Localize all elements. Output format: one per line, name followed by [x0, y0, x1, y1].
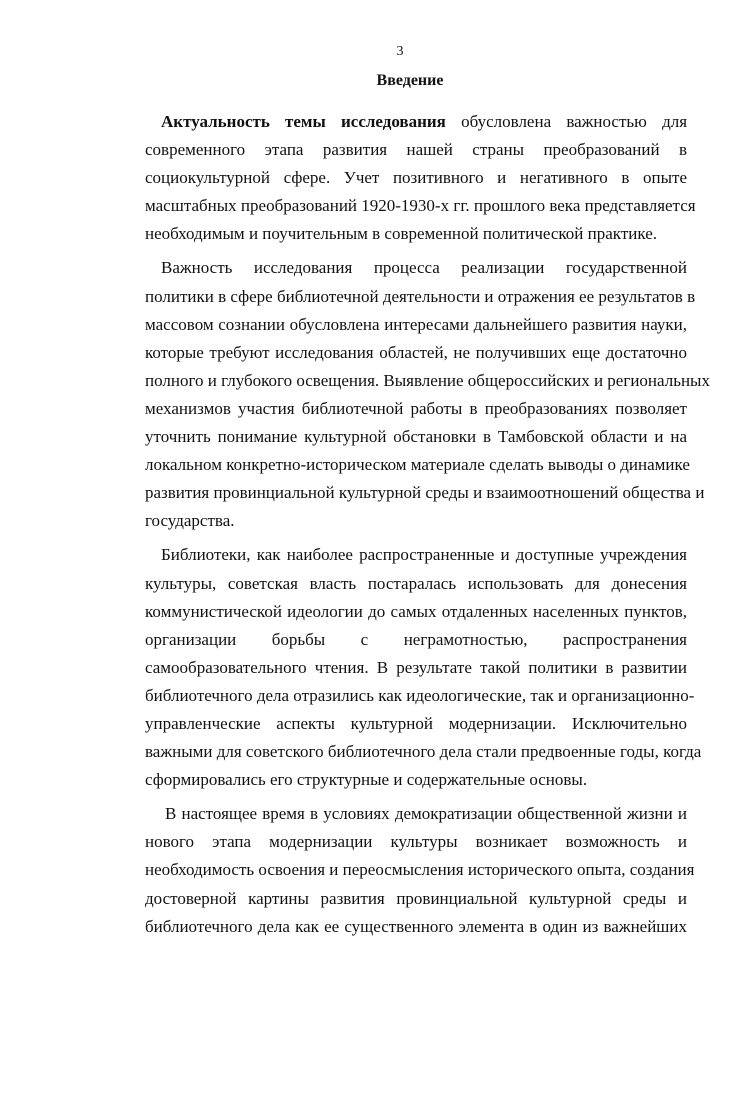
text-line: необходимость освоения и переосмысления исторического опыта, создания [145, 860, 695, 880]
paragraph-4 [145, 800, 695, 940]
text-line: полного и глубокого освещения. Выявление общероссийских и региональных [145, 370, 710, 390]
page-title: Введение [376, 72, 444, 89]
paragraph-1 [145, 108, 696, 248]
paragraph-2 [145, 254, 710, 535]
text-line: массовом сознании обусловлена интересами дальнейшего развития науки, [145, 314, 687, 334]
text-line: механизмов участия библиотечной работы в преобразованиях позволяет [145, 398, 687, 418]
text-line: Важность исследования процесса реализации государственной [161, 258, 687, 278]
text-line: необходимым и поучительным в современной политической практике. [145, 224, 657, 244]
text-line: сформировались его структурные и содержательные основы. [145, 770, 588, 790]
text-line: управленческие аспекты культурной модернизации. Исключительно [145, 713, 687, 733]
text-line: библиотечного дела как ее существенного элемента в один из важнейших [145, 916, 687, 936]
text-line: политики в сфере библиотечной деятельности и отражения ее результатов в [145, 286, 696, 306]
text-line: развития провинциальной культурной среды и взаимоотношений общества и [145, 483, 705, 503]
text-line: самообразовательного чтения. В результате такой политики в развитии [145, 657, 687, 677]
text-line: библиотечного дела отразились как идеологические, так и организационно- [145, 685, 695, 705]
text-line: социокультурной сфере. Учет позитивного и негативного в опыте [145, 168, 687, 188]
text-line: культуры, советская власть постаралась использовать для донесения [145, 573, 687, 593]
text-line: Актуальность темы исследования обусловлена важностью для [161, 112, 688, 131]
lead-bold-phrase: Актуальность темы исследования [161, 112, 446, 131]
text-line: организации борьбы с неграмотностью, распространения [145, 629, 687, 649]
page-number: 3 [396, 44, 404, 59]
text-line: достоверной картины развития провинциальной культурной среды и [145, 888, 687, 908]
text-line: Библиотеки, как наиболее распространенные и доступные учреждения [161, 545, 687, 565]
text-line: локальном конкретно-историческом материале сделать выводы о динамике [145, 455, 690, 475]
paragraph-3 [145, 541, 702, 794]
text-line: которые требуют исследования областей, не получивших еще достаточно [145, 342, 687, 362]
text-line: уточнить понимание культурной обстановки в Тамбовской области и на [145, 427, 687, 447]
document-body [145, 108, 710, 947]
text-line: современного этапа развития нашей страны преобразований в [145, 140, 687, 160]
text-line: масштабных преобразований 1920-1930-х гг. прошлого века представляется [145, 196, 696, 216]
text-line: коммунистической идеологии до самых отдаленных населенных пунктов, [145, 601, 687, 621]
text-line: важными для советского библиотечного дела стали предвоенные годы, когда [145, 742, 702, 762]
text-line: В настоящее время в условиях демократизации общественной жизни и [165, 804, 687, 824]
text-line: государства. [145, 511, 235, 531]
text-line: нового этапа модернизации культуры возникает возможность и [145, 832, 687, 852]
